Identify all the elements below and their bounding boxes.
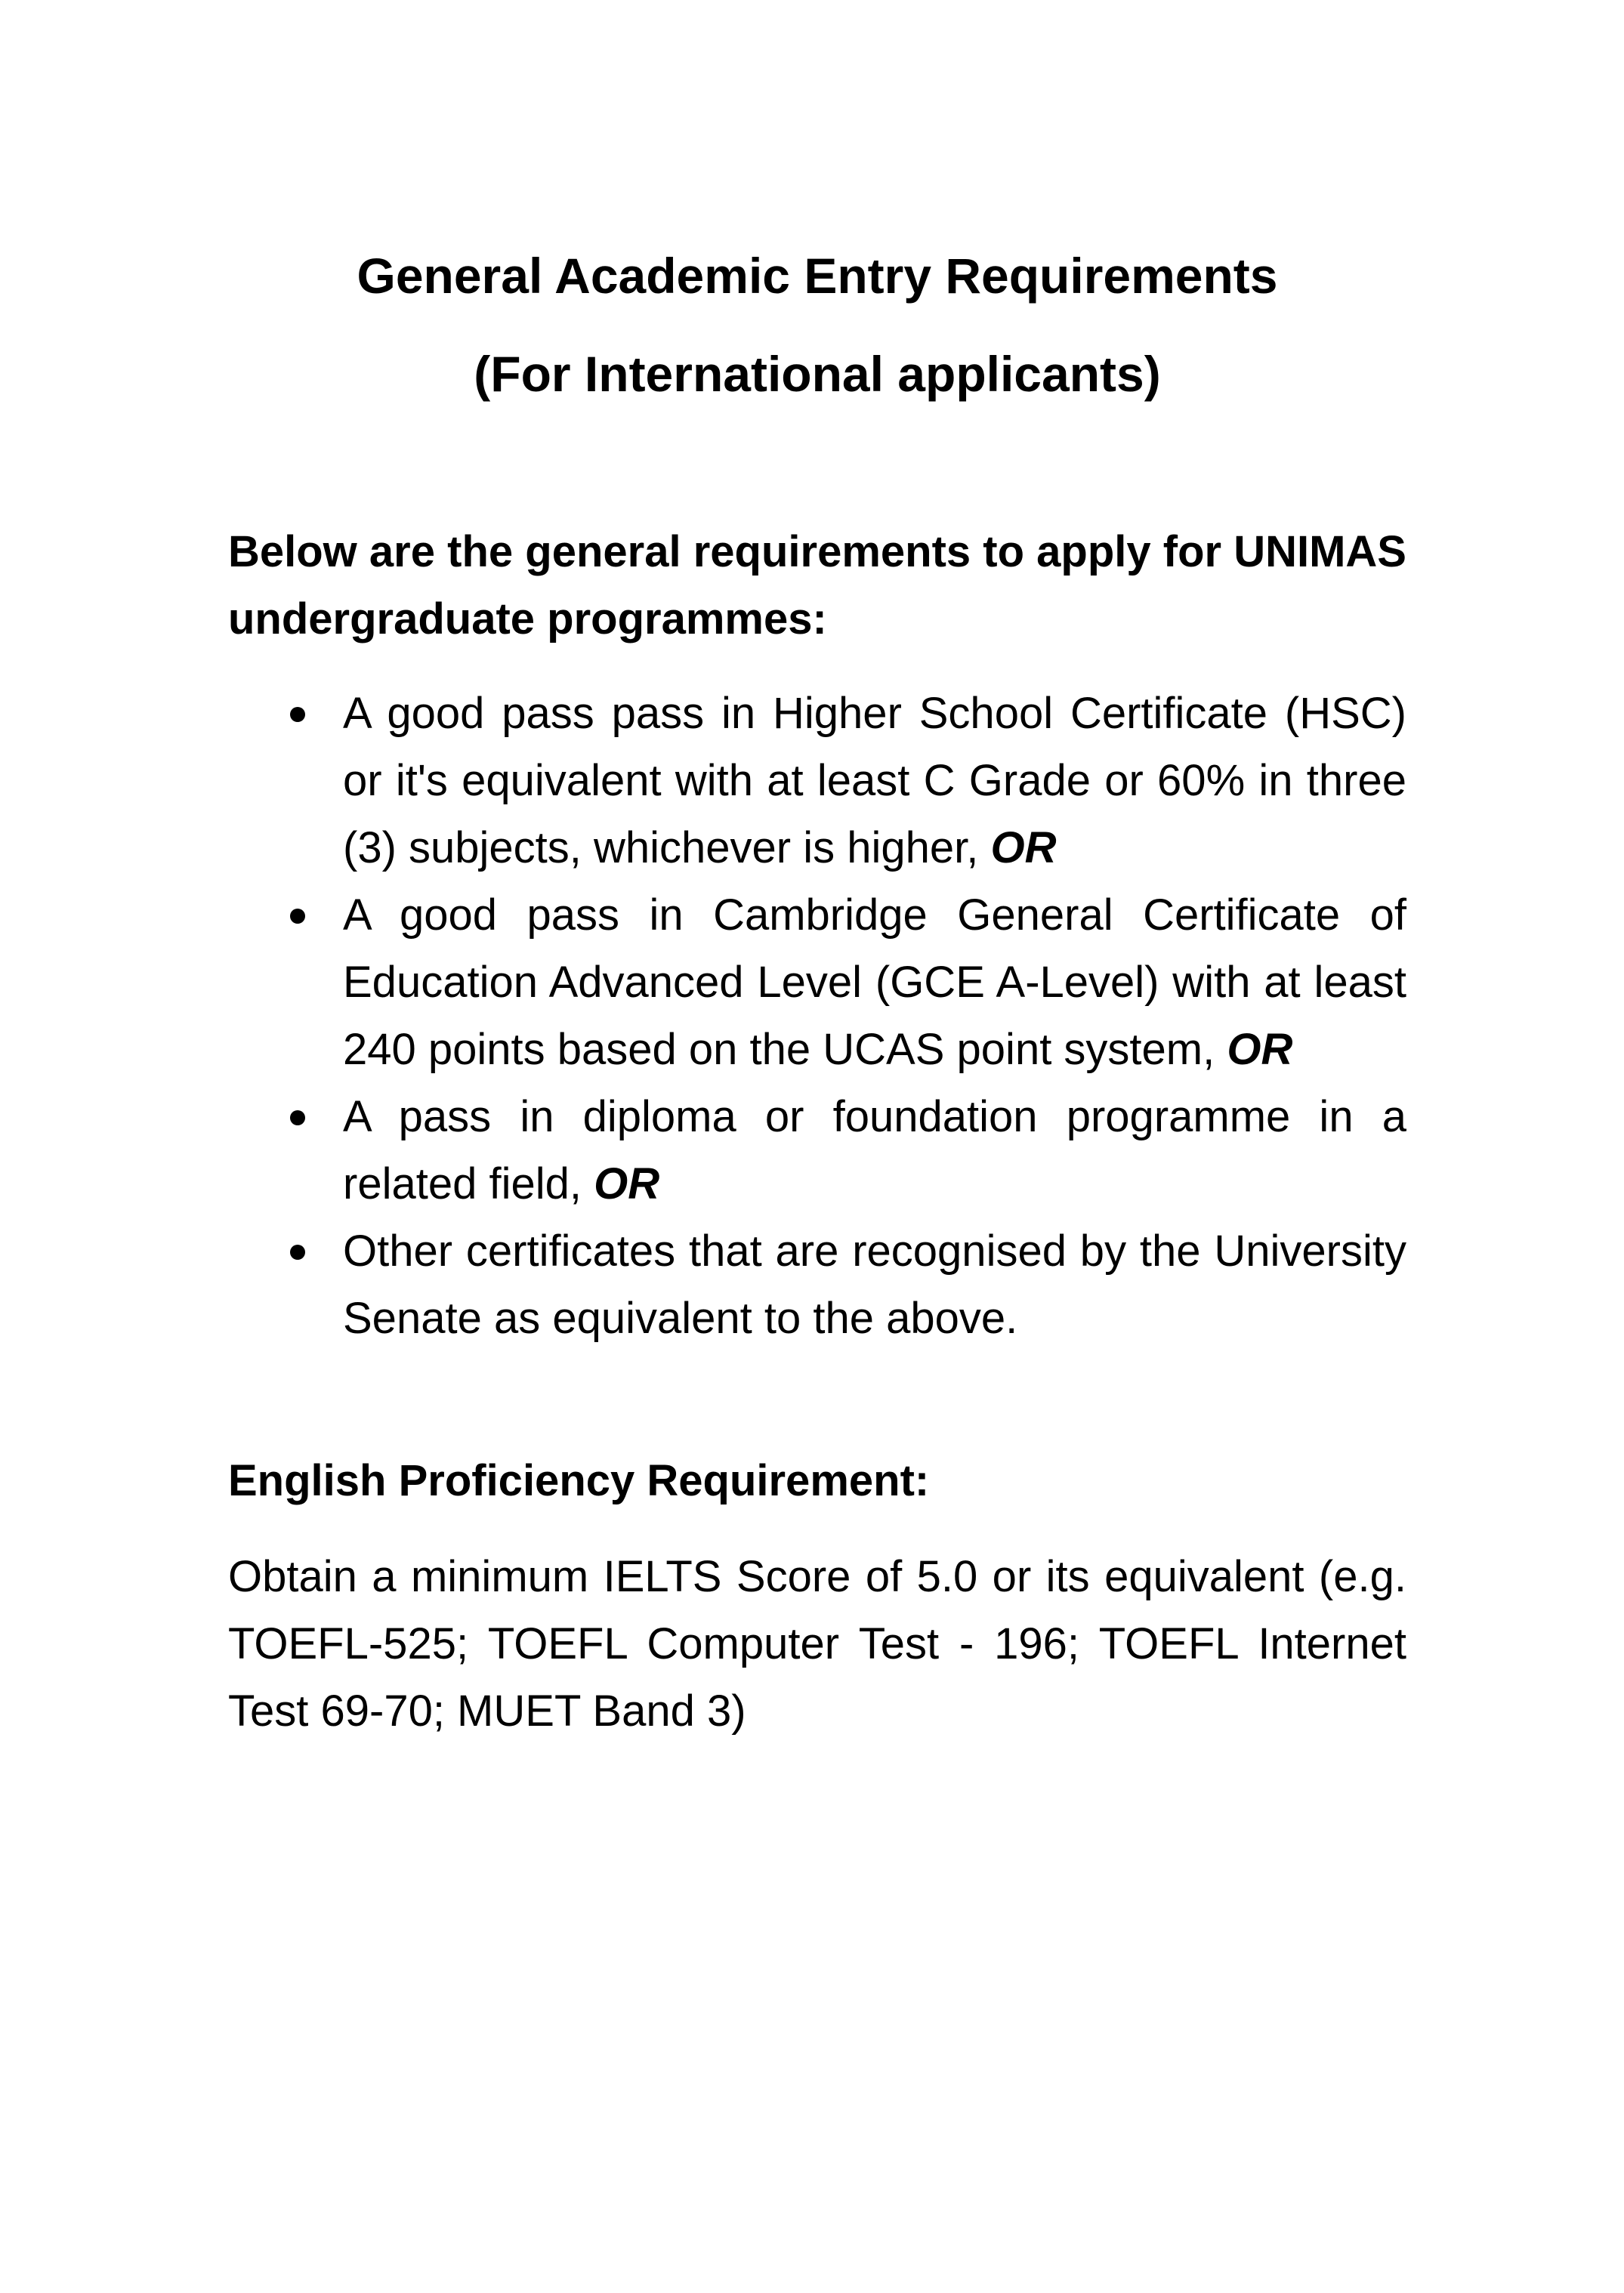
page-title: General Academic Entry Requirements bbox=[357, 248, 1278, 304]
requirement-text: A good pass in Cambridge General Certificate of Education Advanced Level (GCE A-Level) with at least 240 points based on the UCAS point system, bbox=[343, 890, 1406, 1074]
requirement-text: A good pass pass in Higher School Certificate (HSC) or it's equivalent with at least C Grade or 60% in three (3) subjects, whichever is higher, bbox=[343, 689, 1406, 872]
list-item bbox=[228, 1083, 1406, 1217]
english-proficiency-heading: English Proficiency Requirement: bbox=[228, 1456, 930, 1505]
or-label: OR bbox=[1227, 1025, 1293, 1074]
bullet-icon bbox=[290, 1110, 305, 1125]
document-content bbox=[228, 227, 1406, 1745]
requirement-text: A pass in diploma or foundation programme in a related field, bbox=[343, 1092, 1406, 1208]
requirements-list bbox=[228, 680, 1406, 1352]
page-subtitle: (For International applicants) bbox=[474, 346, 1161, 402]
title-block bbox=[228, 227, 1406, 423]
or-label: OR bbox=[594, 1159, 660, 1208]
or-label: OR bbox=[990, 823, 1057, 872]
english-proficiency-text: Obtain a minimum IELTS Score of 5.0 or its equivalent (e.g. TOEFL-525; TOEFL Computer Test - 196; TOEFL Internet Test 69-70; MUET Band 3) bbox=[228, 1552, 1406, 1736]
bullet-icon bbox=[290, 909, 305, 924]
list-item bbox=[228, 680, 1406, 881]
requirement-text: Other certificates that are recognised by the University Senate as equivalent to the above. bbox=[343, 1227, 1406, 1343]
bullet-icon bbox=[290, 1245, 305, 1260]
intro-paragraph: Below are the general requirements to apply for UNIMAS undergraduate programmes: bbox=[228, 527, 1406, 643]
list-item bbox=[228, 1217, 1406, 1352]
list-item bbox=[228, 881, 1406, 1083]
bullet-icon bbox=[290, 707, 305, 722]
